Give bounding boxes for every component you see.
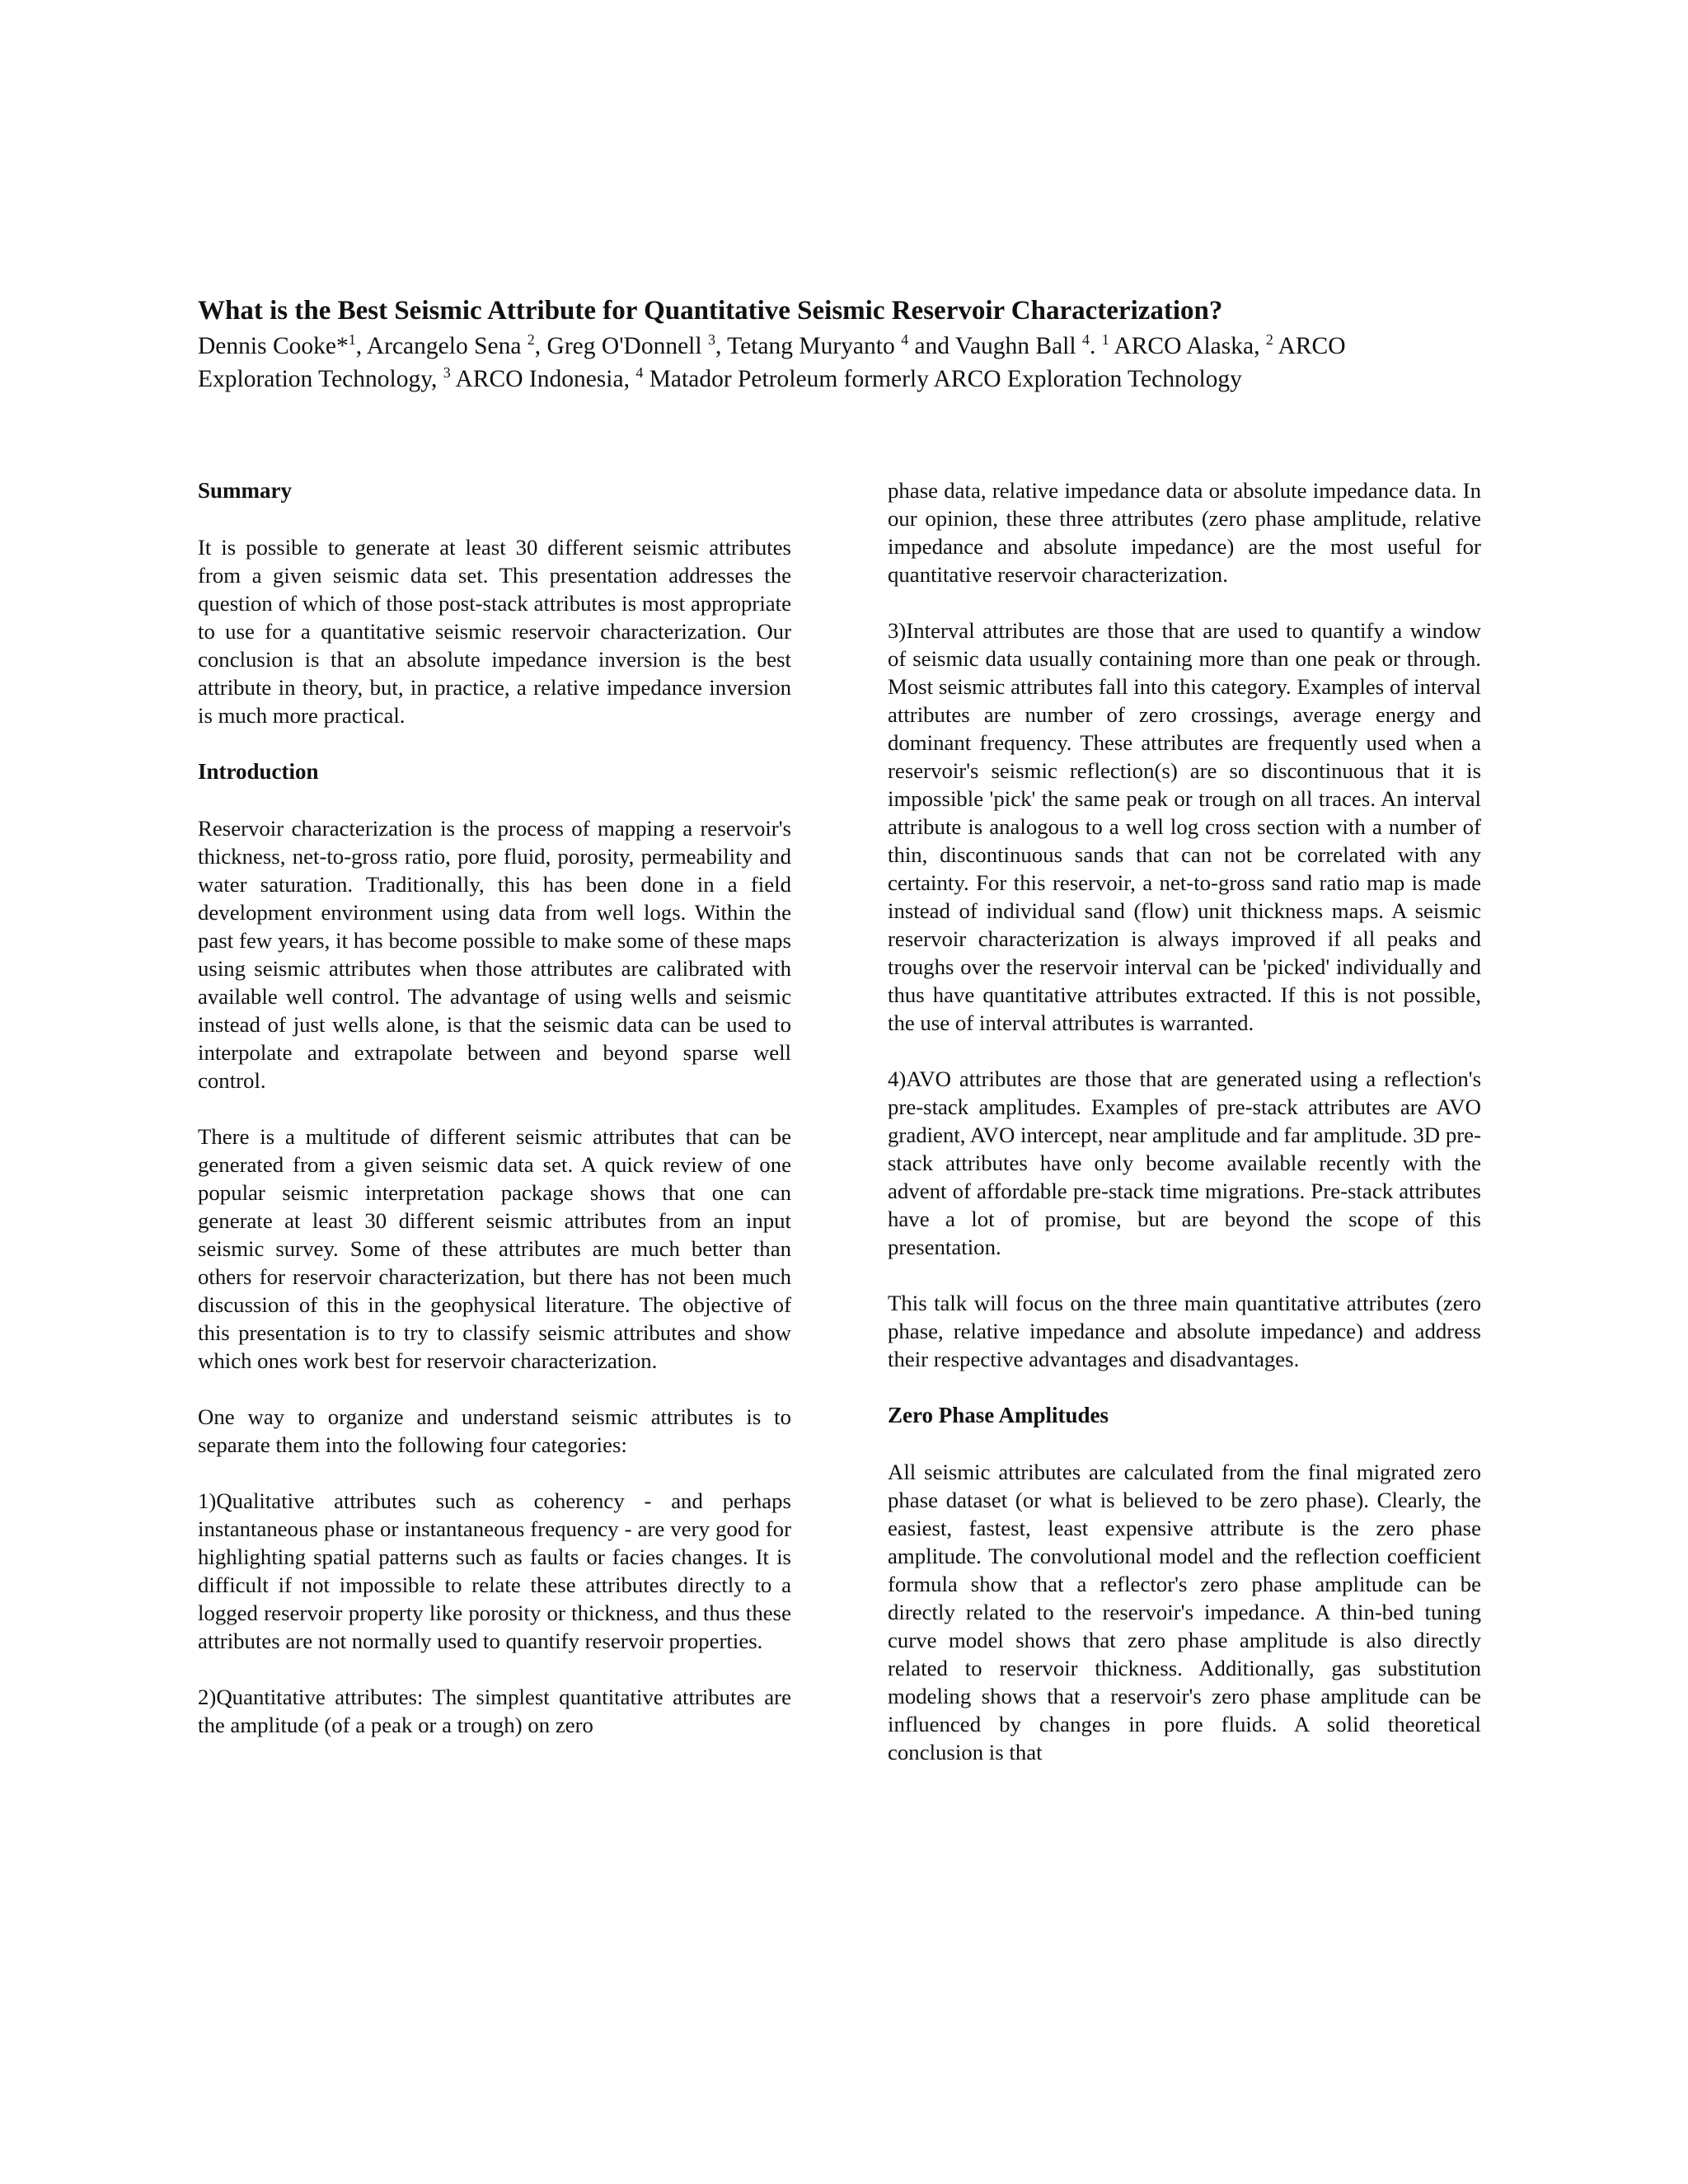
author-3-affil-mark: 3 bbox=[707, 331, 715, 349]
affiliation-3-mark: 3 bbox=[443, 364, 451, 382]
introduction-paragraph-3: One way to organize and understand seismic attributes is to separate them into the following four categories: bbox=[198, 1404, 791, 1457]
author-2: , Arcangelo Sena bbox=[355, 333, 528, 359]
summary-paragraph: It is possible to generate at least 30 different seismic attributes from a given seismic data set. This presentation addresses the question of which of those post-stack attributes is most appropriate to use for a quantitative seismic reservoir characterization. Our conclusion is that an absolute impedance inversion is the best attribute in theory, but, in practice, a relative impedance inversion is much more practical. bbox=[198, 535, 791, 728]
affiliation-1: ARCO Alaska, bbox=[1109, 333, 1266, 359]
author-2-affil-mark: 2 bbox=[527, 331, 535, 349]
author-separator: . bbox=[1089, 333, 1102, 359]
introduction-heading: Introduction bbox=[198, 759, 319, 784]
affiliation-2: ARCO Exploration Technology, bbox=[198, 333, 1346, 392]
introduction-paragraph-2: There is a multitude of different seismic attributes that can be generated from a given seismic data set. A quick review of one popular seismic interpretation package shows that one can generate at least 30 different seismic attributes from an input seismic survey. Some of these attributes are much better than others for reservoir characterization, but there has not been much discussion of this in the geophysical literature. The objective of this presentation is to try to classify seismic attributes and show which ones work best for reservoir characterization. bbox=[198, 1124, 791, 1373]
affiliation-4-mark: 4 bbox=[635, 364, 644, 382]
affiliation-2-mark: 2 bbox=[1265, 331, 1273, 349]
zero-phase-amplitudes-paragraph: All seismic attributes are calculated from the final migrated zero phase dataset (or what is believed to be zero phase). Clearly, the easiest, fastest, least expensive attribute is the zero phase amplitude. The convolutional model and the reflection coefficient formula show that a reflector's zero phase amplitude can be directly related to the reservoir's impedance. A thin-bed tuning curve model shows that zero phase amplitude is also directly related to reservoir thickness. Additionally, gas substitution modeling shows that a reservoir's zero phase amplitude can be influenced by changes in pore fluids. A solid theoretical conclusion is that bbox=[888, 1460, 1481, 1765]
affiliation-3: ARCO Indonesia, bbox=[450, 366, 636, 392]
left-column bbox=[198, 476, 791, 1767]
summary-heading: Summary bbox=[198, 478, 292, 503]
category-1-paragraph: 1)Qualitative attributes such as coherency - and perhaps instantaneous phase or instantaneous frequency - are very good for highlighting spatial patterns such as faults or facies changes. It is difficult if not impossible to relate these attributes directly to a logged reservoir property like porosity or thickness, and thus these attributes are not normally used to quantify reservoir properties. bbox=[198, 1488, 791, 1653]
category-3-paragraph: 3)Interval attributes are those that are used to quantify a window of seismic data usually containing more than one peak or through. Most seismic attributes fall into this category. Examples of interval attributes are number of zero crossings, average energy and dominant frequency. These attributes are frequently used when a reservoir's seismic reflection(s) are so discontinuous that it is impossible 'pick' the same peak or trough on all traces. An interval attribute is analogous to a well log cross section with a number of thin, discontinuous sands that can not be correlated with any certainty. For this reservoir, a net-to-gross sand ratio map is made instead of individual sand (flow) unit thickness maps. A seismic reservoir characterization is always improved if all peaks and troughs over the reservoir interval can be 'picked' individually and thus have quantitative attributes extracted. If this is not possible, the use of interval attributes is warranted. bbox=[888, 618, 1481, 1035]
category-2-paragraph: 2)Quantitative attributes: The simplest quantitative attributes are the amplitude (of a peak or a trough) on zero bbox=[198, 1685, 791, 1737]
introduction-paragraph-1: Reservoir characterization is the process of mapping a reservoir's thickness, net-to-gross ratio, pore fluid, porosity, permeability and water saturation. Traditionally, this has been done in a field development environment using data from well logs. Within the past few years, it has become possible to make some of these maps using seismic attributes when those attributes are calibrated with available well control. The advantage of using wells and seismic instead of just wells alone, is that the seismic data can be used to interpolate and extrapolate between and beyond sparse well control. bbox=[198, 816, 791, 1093]
author-3: , Greg O'Donnell bbox=[534, 333, 708, 359]
focus-paragraph: This talk will focus on the three main quantitative attributes (zero phase, relative impedance and absolute impedance) and address their respective advantages and disadvantages. bbox=[888, 1291, 1481, 1371]
paper-title: What is the Best Seismic Attribute for Quantitative Seismic Reservoir Characterization? bbox=[198, 296, 1223, 326]
author-line bbox=[198, 330, 1451, 396]
author-1-affil-mark: 1 bbox=[348, 331, 356, 349]
author-1: Dennis Cooke* bbox=[198, 333, 349, 359]
affiliation-4: Matador Petroleum formerly ARCO Exploration Technology bbox=[643, 366, 1242, 392]
author-4: , Tetang Muryanto bbox=[715, 333, 902, 359]
author-4-affil-mark: 4 bbox=[901, 331, 909, 349]
right-column bbox=[888, 476, 1481, 1794]
category-4-paragraph: 4)AVO attributes are those that are generated using a reflection's pre-stack amplitudes. Examples of pre-stack attributes are AVO gradient, AVO intercept, near amplitude and far amplitude. 3D pre-stack attributes have only become available recently with the advent of affordable pre-stack time migrations. Pre-stack attributes have a lot of promise, but are beyond the scope of this presentation. bbox=[888, 1066, 1481, 1259]
author-5: and Vaughn Ball bbox=[908, 333, 1082, 359]
affiliation-1-mark: 1 bbox=[1101, 331, 1109, 349]
author-5-affil-mark: 4 bbox=[1081, 331, 1090, 349]
zero-phase-amplitudes-heading: Zero Phase Amplitudes bbox=[888, 1403, 1109, 1427]
category-2-continued-paragraph: phase data, relative impedance data or absolute impedance data. In our opinion, these three attributes (zero phase amplitude, relative impedance and absolute impedance) are the most useful for quantitative reservoir characterization. bbox=[888, 478, 1481, 587]
